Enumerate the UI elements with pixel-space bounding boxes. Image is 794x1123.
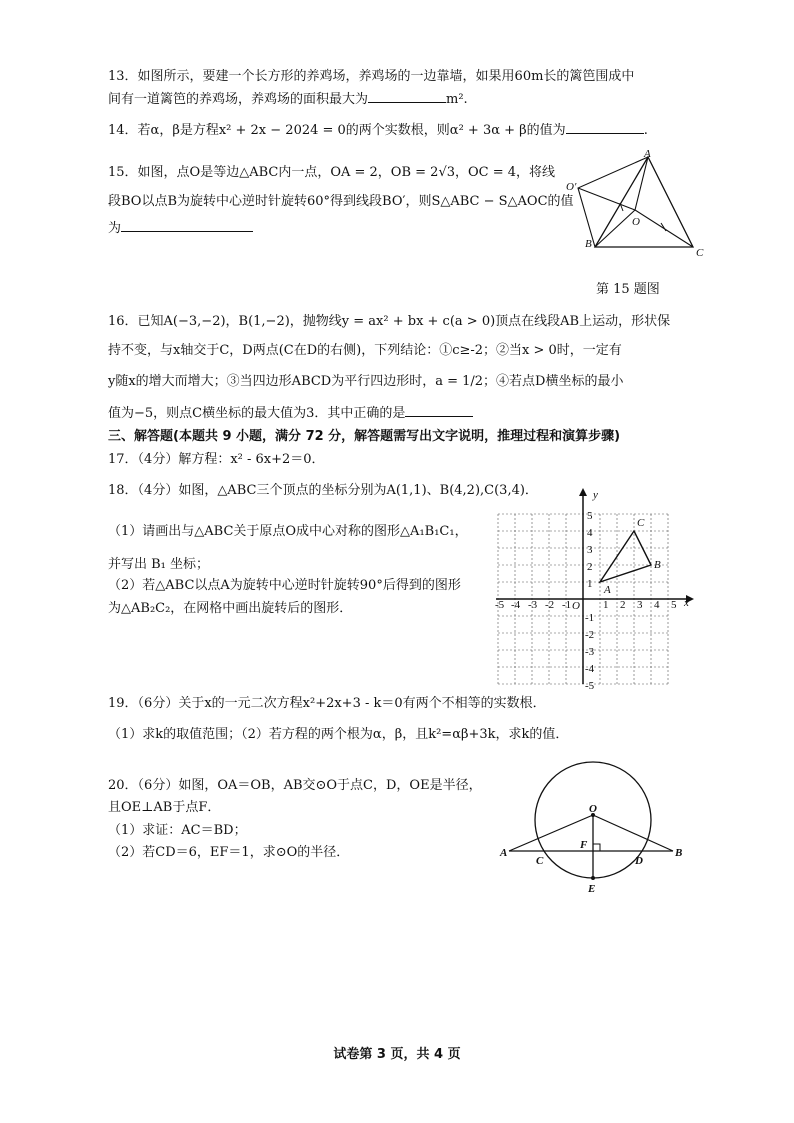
q20-label-e: E <box>588 883 596 895</box>
q18-part1-b: 并写出 B₁ 坐标； <box>108 557 210 572</box>
q15-label-c: C <box>696 247 704 259</box>
q18-y-tick: -3 <box>585 646 595 658</box>
q18-x-tick: -1 <box>562 599 572 611</box>
q14-answer-blank[interactable] <box>566 121 644 134</box>
q18-y-tick: -2 <box>585 629 595 641</box>
q20-label-o: O <box>589 803 597 815</box>
q18-origin-label: O <box>572 600 580 612</box>
section-3-header: 三、解答题(本题共 9 小题，满分 72 分，解答题需写出文字说明，推理过程和演算步骤) <box>108 429 621 444</box>
q18-y-tick: -5 <box>585 680 595 692</box>
q18-part2-a: （2）若△ABC以点A为旋转中心逆时针旋转90°后得到的图形 <box>108 578 461 593</box>
q13-line1: 13．如图所示，要建一个长方形的养鸡场，养鸡场的一边靠墙，如果用60m长的篱笆围成中 <box>108 69 635 84</box>
q18-y-axis-label: y <box>593 489 598 501</box>
q20-line2: 且OE⊥AB于点F． <box>108 800 221 815</box>
q18-y-tick: 1 <box>587 578 593 590</box>
q15-figure <box>560 145 710 265</box>
q18-y-tick: 5 <box>587 510 593 522</box>
q15-label-o-prime: O′ <box>566 181 577 193</box>
q16-line4-text: 值为−5，则点C横坐标的最大值为3．其中正确的是 <box>108 406 406 421</box>
q15-answer-blank[interactable] <box>121 219 253 232</box>
q18-x-tick: -2 <box>545 599 555 611</box>
q18-x-tick: 5 <box>671 599 677 611</box>
q13-line2 <box>108 90 468 109</box>
q18-y-tick: -4 <box>585 663 595 675</box>
q20-line4: （2）若CD＝6，EF＝1，求⊙O的半径． <box>108 845 350 860</box>
q17-line: 17．（4分）解方程：x² - 6x+2＝0． <box>108 452 325 467</box>
q20-label-d: D <box>635 855 643 867</box>
q15-caption: 第 15 题图 <box>596 282 660 297</box>
q20-label-a: A <box>500 847 508 859</box>
q18-x-tick: -4 <box>511 599 521 611</box>
q20-label-f: F <box>580 839 588 851</box>
q16-line3: y随x的增大而增大；③当四边形ABCD为平行四边形时，a = 1/2；④若点D横坐标的最小 <box>108 374 624 389</box>
q13-answer-blank[interactable] <box>368 90 446 103</box>
q20-label-b: B <box>675 847 683 859</box>
q15-line3 <box>108 219 253 238</box>
q19-line2: （1）求k的取值范围；（2）若方程的两个根为α，β，且k²=αβ+3k，求k的值． <box>108 727 569 742</box>
q18-part2-b: 为△AB₂C₂，在网格中画出旋转后的图形． <box>108 601 353 616</box>
q18-label-a: A <box>604 584 611 596</box>
q15-label-a: A <box>644 148 651 160</box>
q15-label-o: O <box>632 216 640 228</box>
q18-label-b: B <box>654 559 661 571</box>
q18-y-tick: 3 <box>587 544 593 556</box>
q14-end: . <box>643 123 648 138</box>
q18-triangle-abc <box>600 531 651 582</box>
q16-line4 <box>108 404 473 423</box>
q13-line2-text: 间有一道篱笆的养鸡场，养鸡场的面积最大为 <box>108 92 369 107</box>
q18-x-tick: 3 <box>637 599 643 611</box>
q18-x-tick: 4 <box>654 599 660 611</box>
q16-line1: 16．已知A(−3,−2)，B(1,−2)，抛物线y = ax² + bx + c(a > 0)顶点在线段AB上运动，形状保 <box>108 314 671 329</box>
q13-unit: m². <box>446 92 468 107</box>
q18-intro: 18．（4分）如图，△ABC三个顶点的坐标分别为A(1,1)、B(4,2),C(3,4)． <box>108 483 538 498</box>
page-footer: 试卷第 3 页，共 4 页 <box>333 1047 461 1062</box>
q18-x-tick: 2 <box>620 599 626 611</box>
q18-y-tick: 2 <box>587 561 593 573</box>
q18-x-tick: 1 <box>603 599 609 611</box>
q18-y-tick: -1 <box>585 612 595 624</box>
q20-line1: 20．（6分）如图，OA＝OB，AB交⊙O于点C，D，OE是半径， <box>108 778 482 793</box>
q18-grid-figure <box>490 484 700 694</box>
q20-label-c: C <box>536 855 544 867</box>
q18-x-axis-label: x <box>684 597 689 609</box>
q16-line2: 持不变，与x轴交于C，D两点(C在D的右侧)，下列结论：①c≥-2；②当x > 0时，一定有 <box>108 343 622 358</box>
q18-label-c: C <box>637 517 645 529</box>
q14-text: 14．若α，β是方程x² + 2x − 2024 = 0的两个实数根，则α² + 3α + β的值为 <box>108 123 566 138</box>
q19-line1: 19．（6分）关于x的一元二次方程x²+2x+3 - k＝0有两个不相等的实数根． <box>108 696 546 711</box>
q18-y-tick: 4 <box>587 527 593 539</box>
q20-line3: （1）求证：AC＝BD； <box>108 823 247 838</box>
q15-line1: 15．如图，点O是等边△ABC内一点，OA = 2，OB = 2√3，OC = 4，将线 <box>108 165 556 180</box>
q15-label-b: B <box>585 238 592 250</box>
q18-x-tick: -5 <box>495 599 505 611</box>
q18-x-tick: -3 <box>528 599 538 611</box>
q20-circle-figure <box>495 760 695 895</box>
q14-line <box>108 121 648 140</box>
q16-answer-blank[interactable] <box>405 404 473 417</box>
q15-line2: 段BO以点B为旋转中心逆时针旋转60°得到线段BO′，则S△ABC − S△AOC的值 <box>108 194 574 209</box>
q18-part1-a: （1）请画出与△ABC关于原点O成中心对称的图形△A₁B₁C₁， <box>108 524 468 539</box>
q15-line3-text: 为 <box>108 221 122 236</box>
